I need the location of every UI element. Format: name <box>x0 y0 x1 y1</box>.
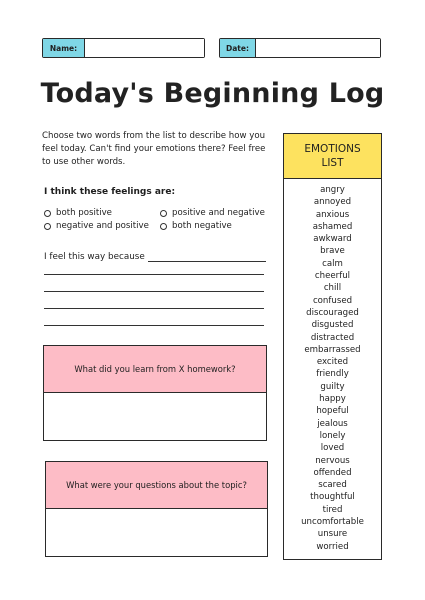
emotion-item: cheerful <box>314 271 351 282</box>
emotion-item: distracted <box>310 332 355 343</box>
emotion-item: discouraged <box>306 307 359 318</box>
emotion-item: guilty <box>320 381 345 392</box>
emotion-item: disgusted <box>311 320 354 331</box>
emotion-item: embarrassed <box>304 344 361 355</box>
emotion-item: chill <box>323 283 342 294</box>
writing-line[interactable] <box>44 291 264 292</box>
emotions-panel <box>283 133 382 560</box>
feelings-heading: I think these feelings are: <box>44 187 176 197</box>
name-field <box>42 38 205 58</box>
emotion-item: unsure <box>317 529 348 540</box>
questions-answer-area[interactable] <box>46 509 267 556</box>
emotion-item: loved <box>320 443 345 454</box>
option-label: both negative <box>172 221 232 231</box>
option-label: negative and positive <box>56 221 149 231</box>
name-label: Name: <box>43 39 85 57</box>
name-input[interactable] <box>85 39 204 57</box>
date-field <box>219 38 381 58</box>
emotion-item: offended <box>313 467 352 478</box>
radio-icon[interactable] <box>44 223 51 230</box>
emotion-item: lonely <box>319 430 346 441</box>
learn-answer-area[interactable] <box>44 393 266 440</box>
emotion-item: angry <box>320 185 345 195</box>
emotion-item: uncomfortable <box>301 517 364 528</box>
option-label: positive and negative <box>172 208 265 218</box>
emotion-item: calm <box>322 258 343 269</box>
emotion-item: thoughtful <box>310 492 355 503</box>
emotions-heading <box>284 134 381 179</box>
writing-line[interactable] <box>44 325 264 326</box>
because-blank[interactable] <box>148 251 266 262</box>
radio-icon[interactable] <box>44 210 51 217</box>
emotion-item: confused <box>312 295 353 306</box>
emotion-item: nervous <box>315 455 350 466</box>
questions-box <box>45 461 268 557</box>
page-title: Today's Beginning Log <box>40 78 385 109</box>
emotion-item: anxious <box>315 209 350 220</box>
emotion-item: ashamed <box>312 221 353 232</box>
learn-box <box>43 345 267 441</box>
because-prompt <box>44 251 266 262</box>
emotions-heading-line2: LIST <box>321 157 344 169</box>
emotion-item: excited <box>316 357 349 368</box>
emotion-item: tired <box>322 504 343 515</box>
writing-line[interactable] <box>44 274 264 275</box>
emotion-item: hopeful <box>316 406 349 417</box>
radio-icon[interactable] <box>160 210 167 217</box>
emotions-list <box>284 179 381 553</box>
writing-line[interactable] <box>44 308 264 309</box>
date-label: Date: <box>220 39 256 57</box>
option-label: both positive <box>56 208 112 218</box>
emotion-item: awkward <box>313 234 352 245</box>
emotion-item: friendly <box>316 369 349 380</box>
learn-question: What did you learn from X homework? <box>44 346 266 393</box>
emotion-item: brave <box>320 246 345 257</box>
radio-icon[interactable] <box>160 223 167 230</box>
option-negative-and-positive[interactable] <box>44 221 149 231</box>
option-both-negative[interactable] <box>160 221 232 231</box>
option-positive-and-negative[interactable] <box>160 208 265 218</box>
emotion-item: happy <box>319 394 346 405</box>
date-input[interactable] <box>256 39 380 57</box>
emotion-item: scared <box>318 480 347 491</box>
emotion-item: annoyed <box>313 197 352 208</box>
because-label: I feel this way because <box>44 252 145 262</box>
emotion-item: worried <box>316 541 349 552</box>
emotion-item: jealous <box>317 418 348 429</box>
instructions-text: Choose two words from the list to describe how you feel today. Can't find your emotions there? Feel free to use other words. <box>42 131 266 167</box>
emotions-heading-line1: EMOTIONS <box>304 143 361 155</box>
option-both-positive[interactable] <box>44 208 112 218</box>
questions-question: What were your questions about the topic? <box>46 462 267 509</box>
